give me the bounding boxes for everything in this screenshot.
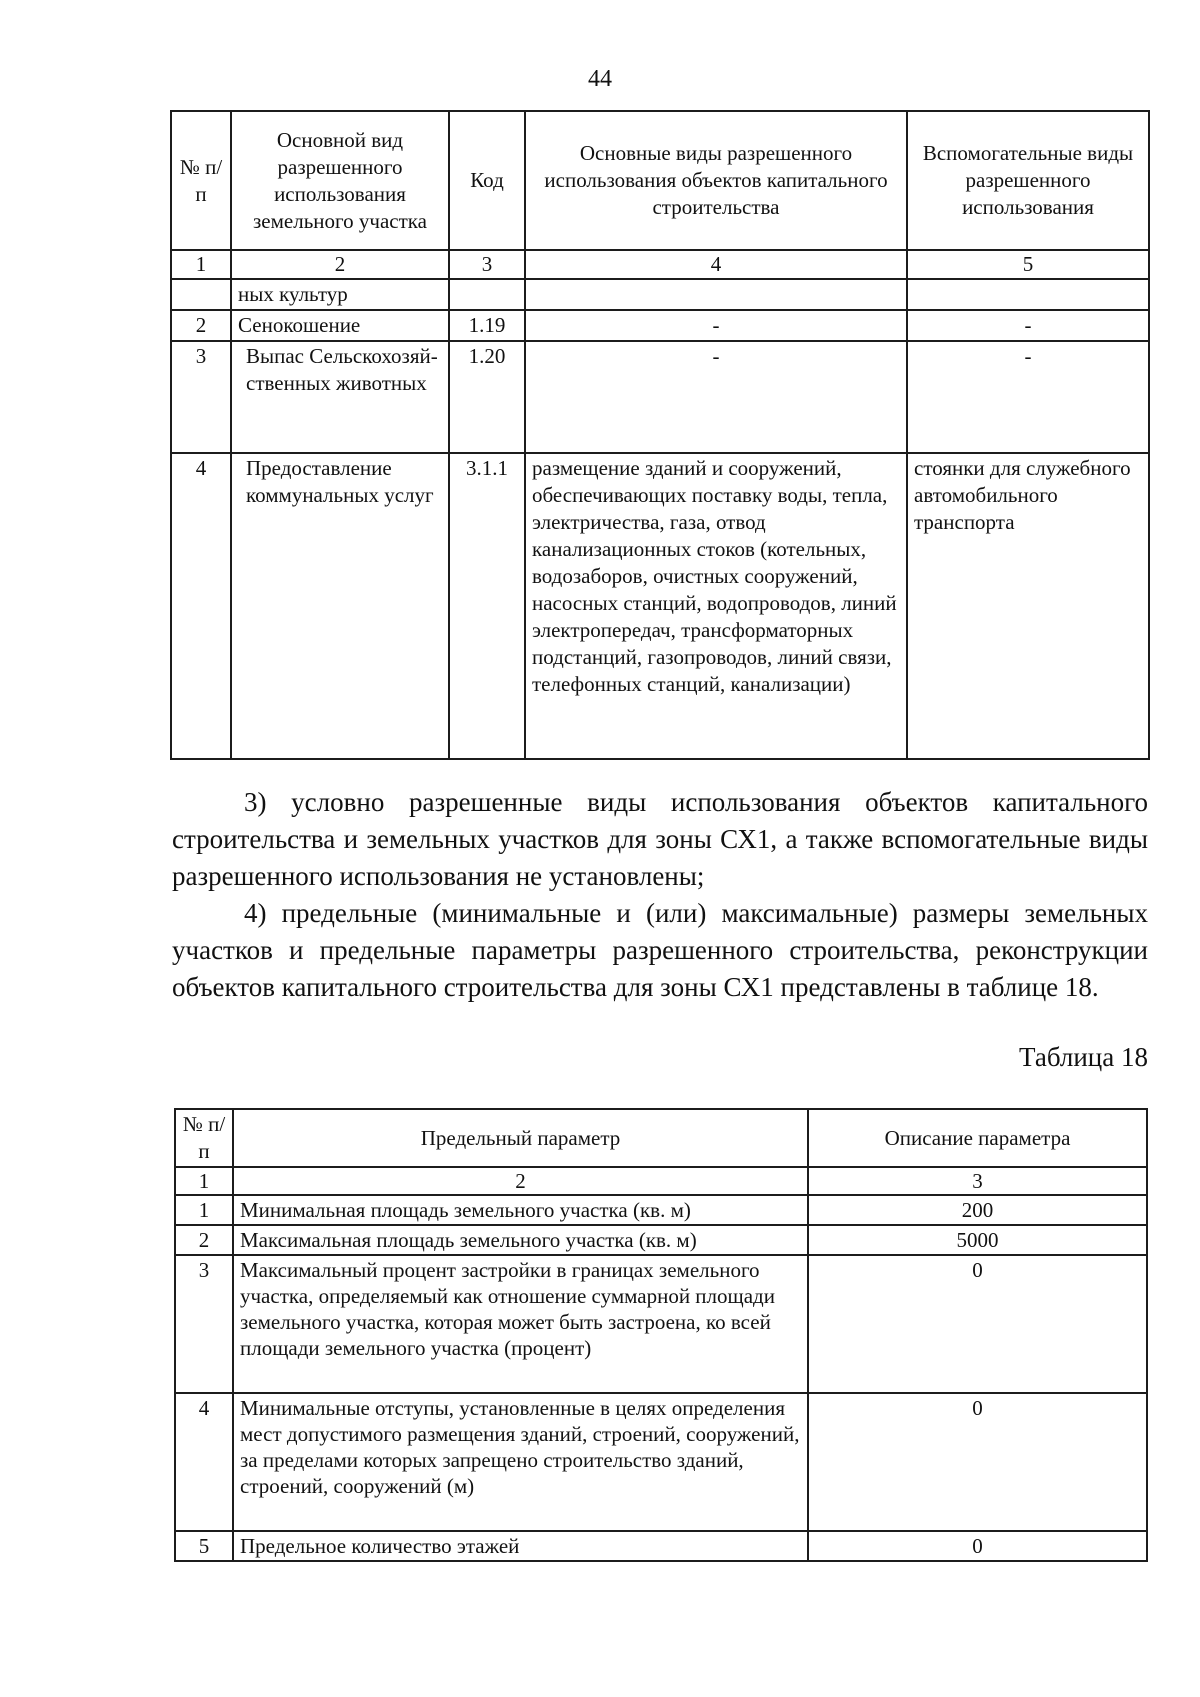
land-use-table — [170, 110, 1150, 760]
row-parameter: Максимальный процент застройки в границах земельного участка, определяемый как отношение суммарной площади земельного участка, которая может быть застроена, ко всей площади земельного участка (процент) — [233, 1255, 808, 1393]
row-number: 1 — [175, 1195, 233, 1225]
row-code: 3.1.1 — [449, 453, 525, 759]
paragraph-limit-parameters: 4) предельные (минимальные и (или) максимальные) размеры земельных участков и предельные параметры разрешенного строительства, реконструкции объектов капитального строительства для зоны СХ1 представлены в таблице 18. — [172, 898, 1148, 1002]
column-number: 3 — [449, 250, 525, 279]
header-number: № п/п — [171, 111, 231, 250]
row-value: 200 — [808, 1195, 1147, 1225]
column-number-row — [171, 250, 1149, 279]
column-number: 1 — [175, 1167, 233, 1195]
table-row — [171, 310, 1149, 341]
row-parameter: Максимальная площадь земельного участка (кв. м) — [233, 1225, 808, 1255]
table-row — [175, 1393, 1147, 1531]
table-header-row — [171, 111, 1149, 250]
page-number: 44 — [588, 66, 612, 92]
header-main-uses: Основные виды разрешенного использования объектов капитального строительства — [525, 111, 907, 250]
table-row — [175, 1225, 1147, 1255]
column-number: 3 — [808, 1167, 1147, 1195]
header-code: Код — [449, 111, 525, 250]
row-main-uses: - — [525, 341, 907, 453]
row-parameter: Минимальные отступы, установленные в целях определения мест допустимого размещения зданий, строений, сооружений, за пределами которых запрещено строительство зданий, строений, сооружений (м) — [233, 1393, 808, 1531]
column-number: 1 — [171, 250, 231, 279]
row-land-use-type: Сенокошение — [231, 310, 449, 341]
header-auxiliary-uses: Вспомогательные виды разрешенного использования — [907, 111, 1149, 250]
row-main-uses — [525, 279, 907, 310]
header-parameter: Предельный параметр — [233, 1109, 808, 1167]
table-row — [175, 1531, 1147, 1561]
column-number: 4 — [525, 250, 907, 279]
row-land-use-type: Выпас Сельскохозяй-ственных животных — [231, 341, 449, 453]
row-number: 4 — [171, 453, 231, 759]
table-row — [171, 453, 1149, 759]
table-caption: Таблица 18 — [1019, 1042, 1148, 1072]
row-land-use-type: ных культур — [231, 279, 449, 310]
table-row — [171, 341, 1149, 453]
table-header-row — [175, 1109, 1147, 1167]
row-auxiliary-uses — [907, 279, 1149, 310]
row-number: 2 — [175, 1225, 233, 1255]
row-number — [171, 279, 231, 310]
row-value: 0 — [808, 1255, 1147, 1393]
column-number: 2 — [233, 1167, 808, 1195]
row-code: 1.19 — [449, 310, 525, 341]
row-code — [449, 279, 525, 310]
row-parameter: Минимальная площадь земельного участка (кв. м) — [233, 1195, 808, 1225]
row-code: 1.20 — [449, 341, 525, 453]
row-auxiliary-uses: - — [907, 310, 1149, 341]
table-row — [175, 1255, 1147, 1393]
column-number: 5 — [907, 250, 1149, 279]
limit-parameters-table — [174, 1108, 1148, 1562]
row-parameter: Предельное количество этажей — [233, 1531, 808, 1561]
row-auxiliary-uses: - — [907, 341, 1149, 453]
row-number: 3 — [171, 341, 231, 453]
row-number: 3 — [175, 1255, 233, 1393]
row-value: 5000 — [808, 1225, 1147, 1255]
column-number-row — [175, 1167, 1147, 1195]
header-land-use-type: Основной вид разрешенного использования земельного участка — [231, 111, 449, 250]
row-number: 4 — [175, 1393, 233, 1531]
header-number: № п/п — [175, 1109, 233, 1167]
row-number: 2 — [171, 310, 231, 341]
row-number: 5 — [175, 1531, 233, 1561]
row-auxiliary-uses: стоянки для служебного автомобильного транспорта — [907, 453, 1149, 759]
column-number: 2 — [231, 250, 449, 279]
row-value: 0 — [808, 1393, 1147, 1531]
header-description: Описание параметра — [808, 1109, 1147, 1167]
table-row — [175, 1195, 1147, 1225]
row-value: 0 — [808, 1531, 1147, 1561]
row-main-uses: - — [525, 310, 907, 341]
row-main-uses: размещение зданий и сооружений, обеспечивающих поставку воды, тепла, электричества, газа, отвод канализационных стоков (котельных, водозаборов, очистных сооружений, насосных станций, водопроводов, линий электропередач, трансформаторных подстанций, газопроводов, линий связи, телефонных станций, канализации) — [525, 453, 907, 759]
body-paragraphs — [172, 784, 1148, 1006]
paragraph-conditional-uses: 3) условно разрешенные виды использования объектов капитального строительства и земельных участков для зоны СХ1, а также вспомогательные виды разрешенного использования не установлены; — [172, 787, 1148, 891]
table-row — [171, 279, 1149, 310]
row-land-use-type: Предоставление коммунальных услуг — [231, 453, 449, 759]
